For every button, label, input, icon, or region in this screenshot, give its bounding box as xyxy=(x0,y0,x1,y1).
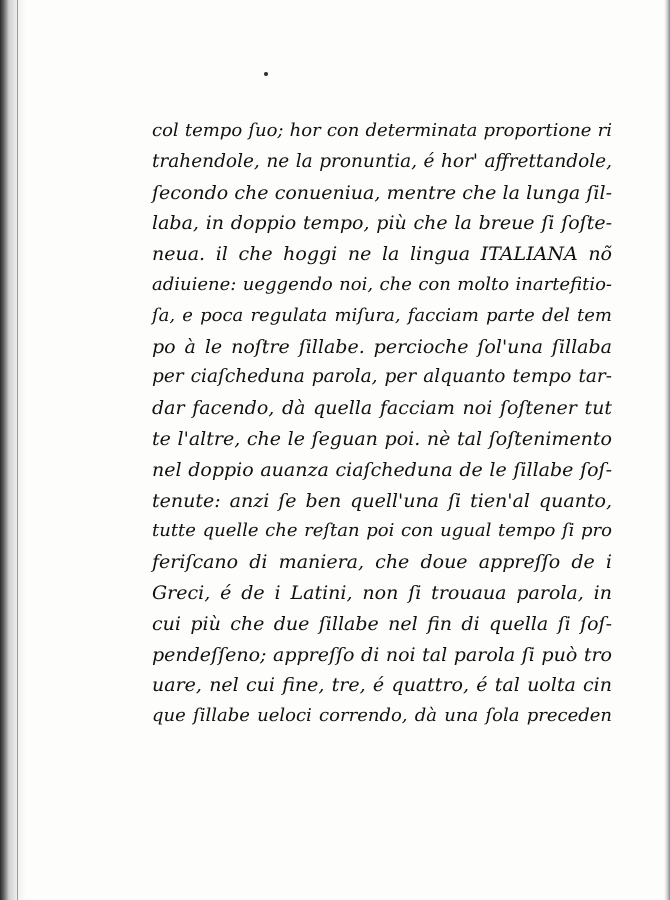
text-line: tenute: anzi ſe ben quell'una ſi tien'al quanto, xyxy=(152,489,612,512)
text-line: col tempo ſuo; hor con determinata proportione ri xyxy=(152,120,612,141)
text-line: tutte quelle che reſtan poi con ugual tempo ſi pro xyxy=(152,520,612,542)
text-line: te l'altre, che le ſeguan poi. nè tal ſoſtenimento xyxy=(152,427,612,450)
text-line: que ſillabe ueloci correndo, dà una ſola preceden xyxy=(152,705,612,727)
text-line: trahendole, ne la pronuntia, é hor' affrettandole, xyxy=(152,150,612,172)
body-text xyxy=(152,116,612,732)
text-line: adiuiene: ueggendo noi, che con molto inartefitio- xyxy=(152,273,612,295)
page-edge xyxy=(664,0,670,900)
text-line: ſa, e poca regulata miſura, facciam parte del tem xyxy=(152,304,612,326)
gutter-line xyxy=(17,0,18,900)
text-line: Greci, é de i Latini, non ſi trouaua parola, in xyxy=(152,581,612,604)
text-line: dar facendo, dà quella facciam noi ſoſtener tut xyxy=(152,397,612,420)
text-line: uare, nel cui fine, tre, é quattro, é tal uolta cin xyxy=(152,674,612,697)
text-line: per ciaſcheduna parola, per alquanto tempo tar- xyxy=(152,366,612,388)
text-line: nel doppio auanza ciaſcheduna de le ſillabe ſoſ- xyxy=(152,458,612,481)
text-line: po à le noſtre ſillabe. percioche ſol'una ſillaba xyxy=(152,335,612,358)
binding-gutter xyxy=(0,0,26,900)
text-line: feriſcano di maniera, che doue appreſſo de i xyxy=(152,551,612,574)
text-line: pendeſſeno; appreſſo di noi tal parola ſi può tro xyxy=(152,643,612,666)
text-line: neua. il che hoggi ne la lingua ITALIANA nõ xyxy=(152,243,612,266)
text-line: laba, in doppio tempo, più che la breue ſi ſoſte- xyxy=(152,212,612,235)
ink-mark xyxy=(264,72,268,76)
text-line: cui più che due ſillabe nel fin di quella ſi ſoſ- xyxy=(152,612,612,635)
text-line: ſecondo che conueniua, mentre che la lunga ſil- xyxy=(152,181,612,204)
